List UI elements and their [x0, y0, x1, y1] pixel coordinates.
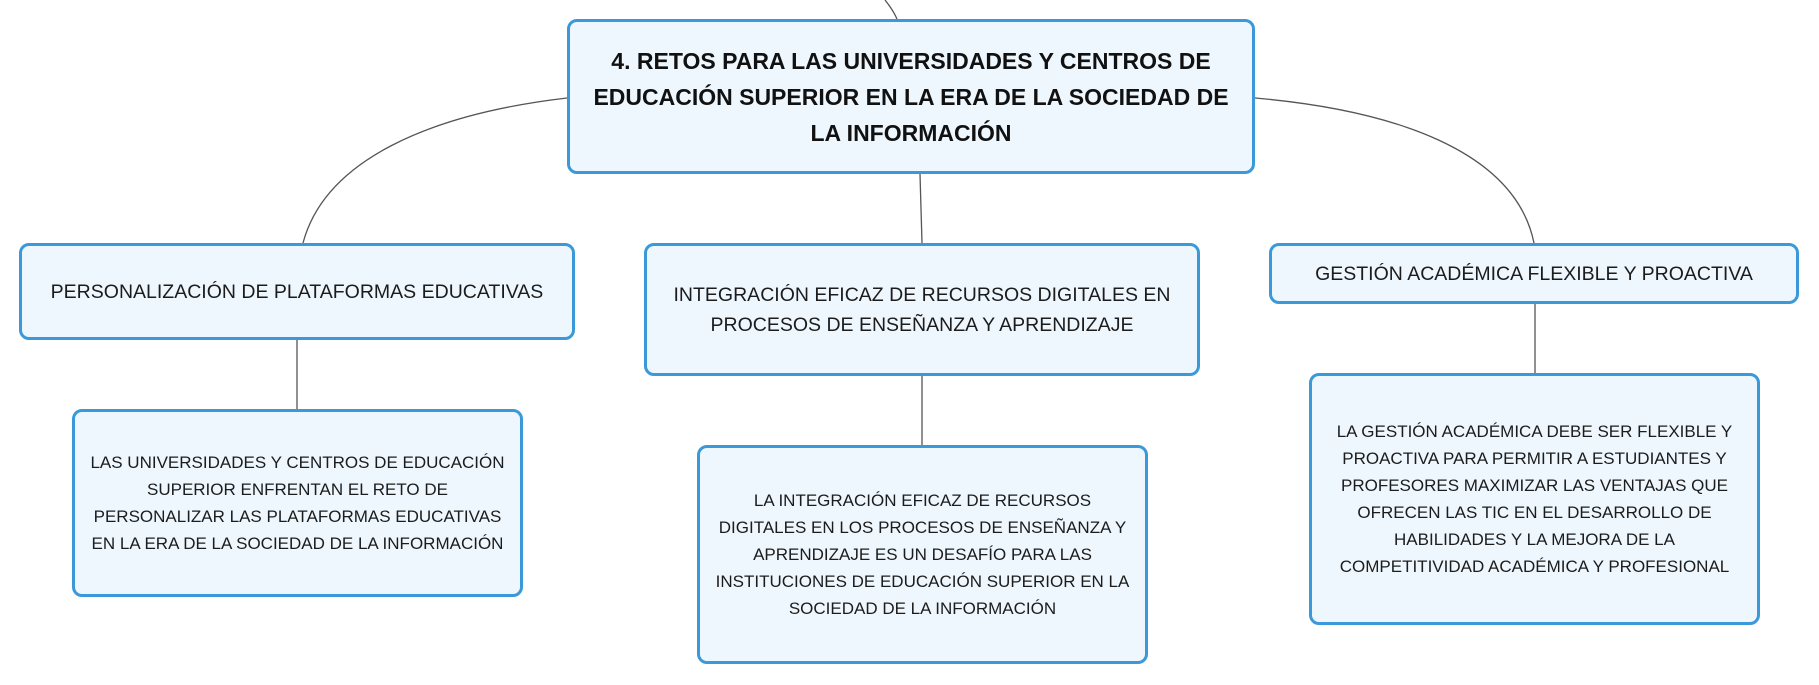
- connector-parent-to-root: [885, 0, 897, 19]
- detail-node-text: LA GESTIÓN ACADÉMICA DEBE SER FLEXIBLE Y PROACTIVA PARA PERMITIR A ESTUDIANTES Y PROFESORES MAXIMIZAR LAS VENTAJAS QUE OFRECEN LAS TIC EN EL DESARROLLO DE HABILIDADES Y LA MEJORA DE LA COMPETITIVIDAD ACADÉMICA Y PROFESIONAL: [1336, 422, 1733, 576]
- connector-root-to-topic-1: [303, 98, 567, 243]
- root-node-label: 4. RETOS PARA LAS UNIVERSIDADES Y CENTROS DE EDUCACIÓN SUPERIOR EN LA ERA DE LA SOCIEDAD DE LA INFORMACIÓN: [593, 47, 1229, 146]
- topic-node-label: GESTIÓN ACADÉMICA FLEXIBLE Y PROACTIVA: [1315, 262, 1753, 285]
- detail-node-text: LAS UNIVERSIDADES Y CENTROS DE EDUCACIÓN SUPERIOR ENFRENTAN EL RETO DE PERSONALIZAR LAS PLATAFORMAS EDUCATIVAS EN LA ERA DE LA SOCIEDAD DE LA INFORMACIÓN: [90, 453, 505, 553]
- topic-node-gestion[interactable]: [1269, 243, 1799, 304]
- topic-node-label: PERSONALIZACIÓN DE PLATAFORMAS EDUCATIVAS: [50, 280, 544, 303]
- detail-node-personalizacion[interactable]: [72, 409, 523, 597]
- connector-root-to-topic-3: [1255, 98, 1534, 243]
- topic-node-personalizacion[interactable]: [19, 243, 575, 340]
- topic-node-integracion[interactable]: [644, 243, 1200, 376]
- detail-node-integracion[interactable]: [697, 445, 1148, 664]
- detail-node-text: LA INTEGRACIÓN EFICAZ DE RECURSOS DIGITALES EN LOS PROCESOS DE ENSEÑANZA Y APRENDIZAJE ES UN DESAFÍO PARA LAS INSTITUCIONES DE EDUCACIÓN SUPERIOR EN LA SOCIEDAD DE LA INFORMACIÓN: [715, 491, 1130, 618]
- root-node[interactable]: [567, 19, 1255, 174]
- detail-node-gestion[interactable]: [1309, 373, 1760, 625]
- connector-root-to-topic-2: [920, 174, 922, 243]
- topic-node-label: INTEGRACIÓN EFICAZ DE RECURSOS DIGITALES EN PROCESOS DE ENSEÑANZA Y APRENDIZAJE: [673, 283, 1171, 336]
